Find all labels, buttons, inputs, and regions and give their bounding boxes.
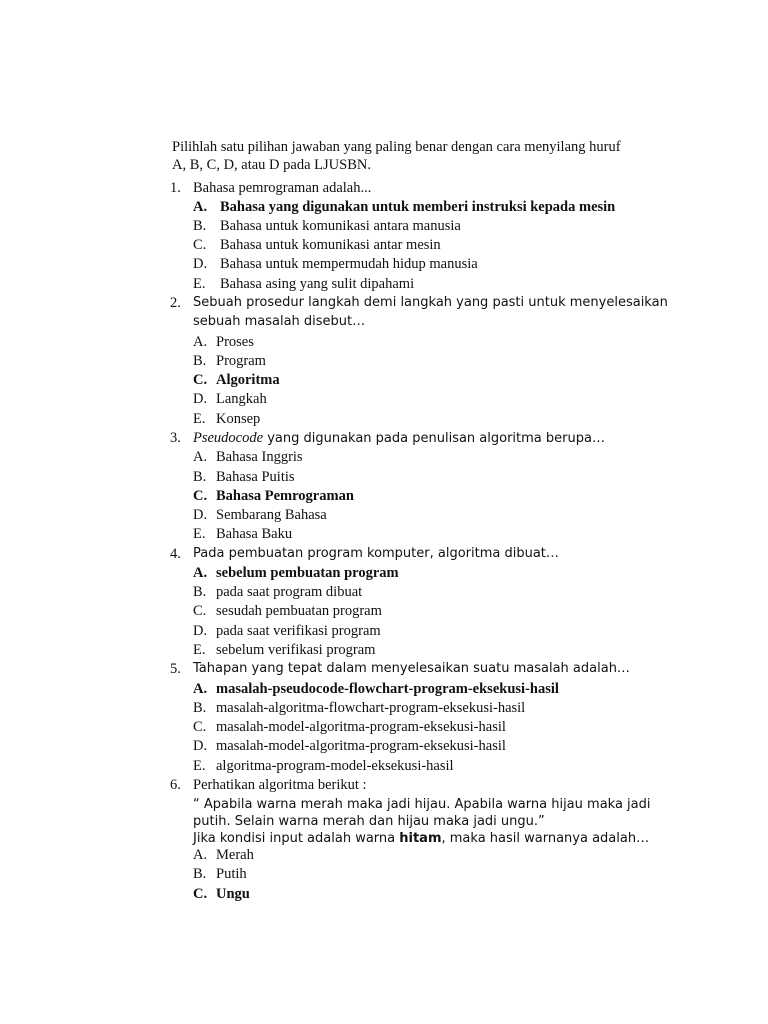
question-text: Tahapan yang tepat dalam menyelesaikan suatu masalah adalah… [193, 661, 630, 676]
condition-pre: Jika kondisi input adalah warna [193, 831, 400, 846]
option-text: pada saat verifikasi program [216, 623, 381, 639]
option-letter: D. [193, 738, 208, 754]
option-text: Bahasa untuk komunikasi antara manusia [220, 218, 461, 234]
option-letter: C. [193, 719, 207, 735]
question-text-cont: sebuah masalah disebut… [193, 314, 366, 329]
option-text: Bahasa Pemrograman [216, 488, 354, 504]
option-letter: B. [193, 218, 207, 234]
option-text: masalah-model-algoritma-program-eksekusi-hasil [216, 719, 506, 735]
algorithm-quote-line-2: putih. Selain warna merah dan hijau maka jadi ungu.” [193, 814, 545, 829]
question-text-italic: Pseudocode [193, 430, 264, 446]
option-letter: B. [193, 469, 207, 485]
option-letter: C. [193, 372, 208, 388]
option-letter: C. [193, 886, 208, 902]
option-letter: B. [193, 353, 207, 369]
option-text: sesudah pembuatan program [216, 603, 382, 619]
option-text: Langkah [216, 391, 267, 407]
option-letter: A. [193, 681, 208, 697]
option-letter: B. [193, 866, 207, 882]
option-letter: D. [193, 507, 208, 523]
question-number: 5. [170, 661, 181, 677]
option-text: masalah-algoritma-flowchart-program-eksekusi-hasil [216, 700, 526, 716]
question-number: 3. [170, 430, 181, 446]
option-letter: E. [193, 758, 206, 774]
condition-post: , maka hasil warnanya adalah… [441, 831, 650, 846]
question-text: Pada pembuatan program komputer, algoritma dibuat… [193, 546, 559, 561]
option-text: Bahasa untuk mempermudah hidup manusia [220, 256, 478, 272]
option-letter: A. [193, 199, 208, 215]
question-text: Perhatikan algoritma berikut : [193, 777, 367, 793]
option-text: Bahasa Puitis [216, 469, 295, 485]
option-letter: E. [193, 526, 206, 542]
option-letter: D. [193, 391, 208, 407]
option-letter: A. [193, 449, 208, 465]
option-text: Bahasa untuk komunikasi antar mesin [220, 237, 441, 253]
option-letter: B. [193, 700, 207, 716]
question-text: Bahasa pemrograman adalah... [193, 180, 372, 196]
option-letter: A. [193, 334, 208, 350]
condition-bold: hitam [399, 831, 442, 846]
instruction-line-1: Pilihlah satu pilihan jawaban yang paling benar dengan cara menyilang huruf [172, 139, 621, 155]
question-number: 1. [170, 180, 181, 196]
option-letter: E. [193, 276, 206, 292]
option-letter: A. [193, 565, 208, 581]
option-letter: E. [193, 411, 206, 427]
question-text-rest: yang digunakan pada penulisan algoritma berupa… [263, 431, 605, 446]
option-letter: C. [193, 603, 207, 619]
option-text: Algoritma [216, 372, 280, 388]
option-text: sebelum pembuatan program [216, 565, 399, 581]
question-text: Sebuah prosedur langkah demi langkah yang pasti untuk menyelesaikan [193, 295, 668, 310]
question-number: 6. [170, 777, 181, 793]
option-text: Bahasa Inggris [216, 449, 303, 465]
option-text: Sembarang Bahasa [216, 507, 327, 523]
option-text: algoritma-program-model-eksekusi-hasil [216, 758, 454, 774]
option-text: Ungu [216, 886, 250, 902]
option-text: Bahasa asing yang sulit dipahami [220, 276, 415, 292]
option-text: pada saat program dibuat [216, 584, 363, 600]
option-text: Proses [216, 334, 254, 350]
question-number: 4. [170, 546, 181, 562]
algorithm-quote-line-1: “ Apabila warna merah maka jadi hijau. Apabila warna hijau maka jadi [193, 797, 651, 812]
option-text: Program [216, 353, 266, 369]
option-text: masalah-model-algoritma-program-eksekusi-hasil [216, 738, 506, 754]
option-letter: B. [193, 584, 207, 600]
condition-line [193, 830, 649, 848]
question-number: 2. [170, 295, 181, 311]
option-letter: C. [193, 488, 208, 504]
option-text: Merah [216, 847, 254, 863]
option-text: masalah-pseudocode-flowchart-program-eksekusi-hasil [216, 681, 559, 697]
option-letter: C. [193, 237, 207, 253]
question-text [193, 429, 605, 448]
option-letter: D. [193, 623, 208, 639]
option-letter: E. [193, 642, 206, 658]
option-text: sebelum verifikasi program [216, 642, 376, 658]
option-text: Bahasa Baku [216, 526, 293, 542]
option-text: Konsep [216, 411, 261, 427]
option-letter: A. [193, 847, 208, 863]
option-text: Putih [216, 866, 247, 882]
option-text: Bahasa yang digunakan untuk memberi instruksi kepada mesin [220, 199, 616, 215]
instruction-line-2: A, B, C, D, atau D pada LJUSBN. [172, 157, 371, 173]
option-letter: D. [193, 256, 208, 272]
